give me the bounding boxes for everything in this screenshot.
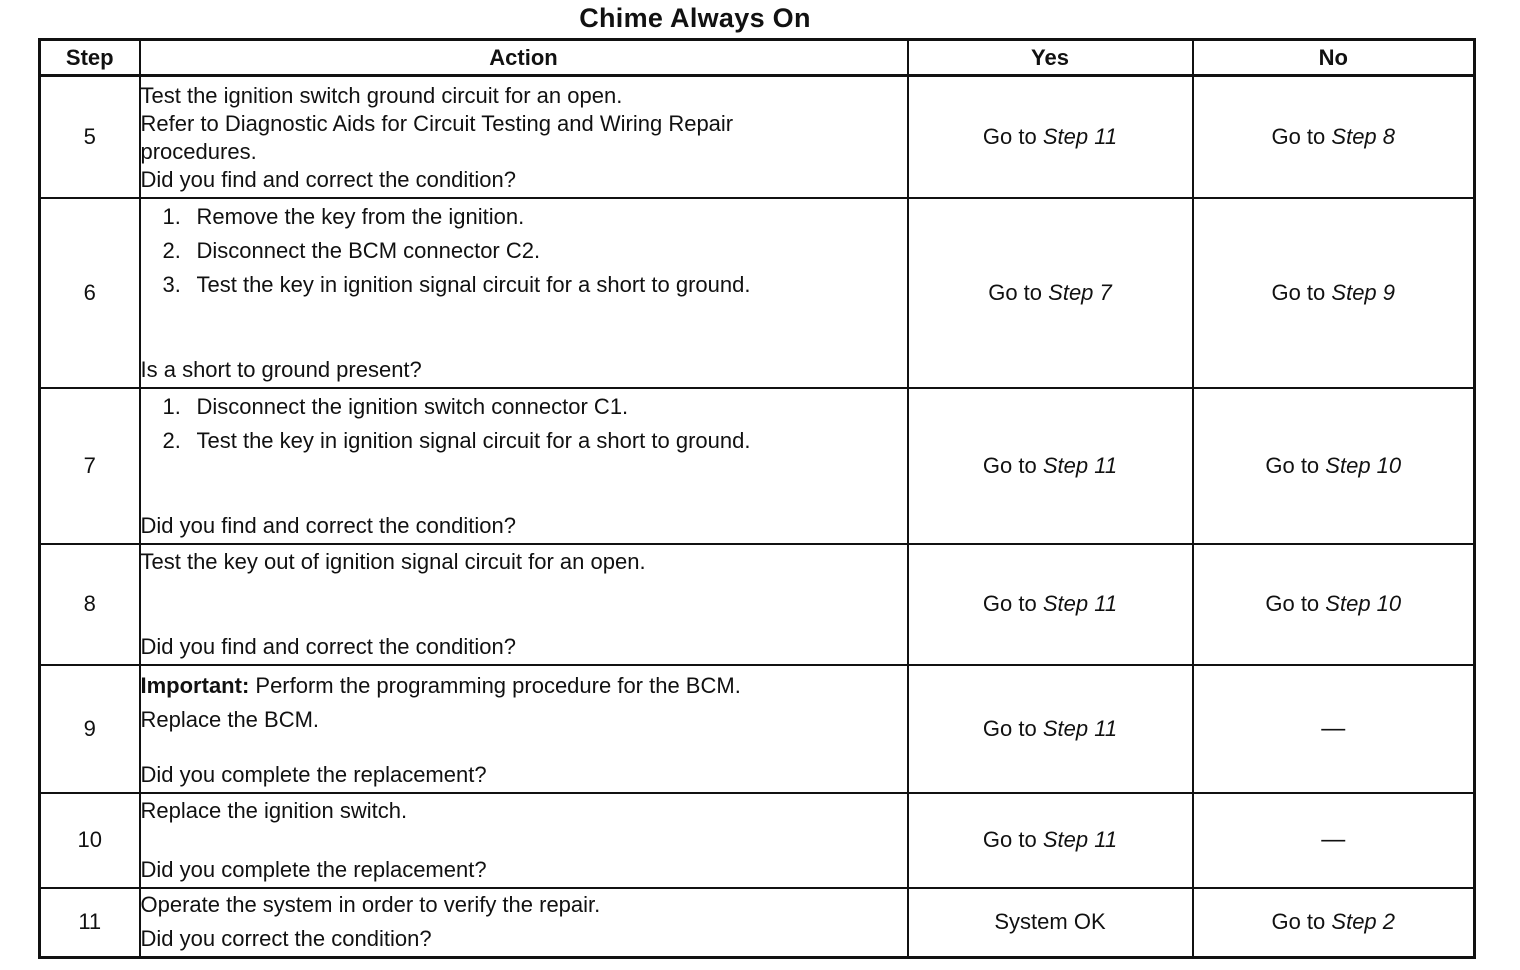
action-cell [140, 544, 908, 665]
yes-step-link: Step 11 [1042, 123, 1118, 149]
yes-result: System OK [994, 909, 1106, 935]
no-step-link: Step 2 [1331, 909, 1396, 935]
question-text: Did you find and correct the condition? [140, 166, 516, 192]
action-cell [140, 198, 908, 388]
table-row [40, 76, 1475, 198]
item-text: Remove the key from the ignition. [196, 203, 525, 229]
question-text: Is a short to ground present? [140, 356, 422, 382]
action-line: Replace the ignition switch. [140, 797, 408, 823]
action-line: Replace the BCM. [140, 706, 320, 732]
action-line: Operate the system in order to verify the repair. [140, 892, 601, 918]
table-row [40, 665, 1475, 793]
yes-cell [908, 888, 1193, 958]
no-dash: — [1321, 714, 1346, 742]
no-cell [1193, 793, 1475, 888]
no-cell [1193, 388, 1475, 544]
action-line: Refer to Diagnostic Aids for Circuit Testing and Wiring Repair procedures. [140, 110, 734, 164]
step-number: 10 [40, 793, 140, 888]
question-text: Did you complete the replacement? [140, 761, 487, 787]
numbered-item [141, 390, 907, 424]
yes-step-link: Step 11 [1042, 452, 1118, 478]
step-number: 8 [40, 544, 140, 665]
numbered-item [141, 234, 907, 268]
important-text: Perform the programming procedure for the BCM. [255, 672, 741, 698]
yes-prefix: Go to [982, 827, 1037, 852]
no-cell [1193, 76, 1475, 198]
no-dash: — [1321, 826, 1346, 853]
header-step: Step [40, 40, 140, 76]
page-title: Chime Always On [579, 3, 811, 33]
no-step-link: Step 9 [1331, 279, 1396, 305]
header-action: Action [140, 40, 908, 76]
important-note [141, 667, 907, 703]
no-cell [1193, 544, 1475, 665]
question-text: Did you correct the condition? [140, 926, 432, 952]
yes-cell [908, 793, 1193, 888]
yes-step-link: Step 11 [1042, 715, 1118, 741]
no-cell [1193, 198, 1475, 388]
yes-prefix: Go to [982, 715, 1037, 741]
step-number: 7 [40, 388, 140, 544]
no-prefix: Go to [1265, 591, 1320, 616]
numbered-item [141, 200, 907, 234]
yes-cell [908, 198, 1193, 388]
no-cell [1193, 888, 1475, 958]
no-prefix: Go to [1271, 909, 1326, 935]
item-number: 1. [162, 203, 181, 229]
yes-cell [908, 388, 1193, 544]
yes-prefix: Go to [982, 123, 1037, 149]
yes-cell [908, 665, 1193, 793]
item-text: Test the key in ignition signal circuit for a short to ground. [196, 271, 751, 297]
item-number: 2. [162, 237, 181, 263]
action-cell [140, 388, 908, 544]
yes-prefix: Go to [988, 279, 1043, 305]
no-prefix: Go to [1265, 452, 1320, 478]
step-number: 5 [40, 76, 140, 198]
action-cell [140, 793, 908, 888]
action-cell [140, 888, 908, 958]
diagnostic-table [38, 38, 1476, 959]
no-prefix: Go to [1271, 279, 1326, 305]
no-prefix: Go to [1271, 123, 1326, 149]
numbered-item [141, 268, 907, 302]
item-number: 2. [162, 427, 181, 453]
table-row [40, 793, 1475, 888]
question-text: Did you find and correct the condition? [140, 512, 516, 538]
question-text: Did you complete the replacement? [140, 856, 487, 882]
item-text: Disconnect the BCM connector C2. [196, 237, 541, 263]
numbered-item [141, 424, 907, 458]
table-row [40, 198, 1475, 388]
action-line: Test the key out of ignition signal circuit for an open. [140, 548, 646, 574]
action-cell [140, 76, 908, 198]
yes-prefix: Go to [982, 452, 1037, 478]
table-row [40, 888, 1475, 958]
item-text: Disconnect the ignition switch connector C1. [196, 393, 629, 419]
step-number: 11 [40, 888, 140, 958]
yes-step-link: Step 7 [1048, 279, 1112, 305]
yes-step-link: Step 11 [1042, 591, 1118, 616]
header-no: No [1193, 40, 1475, 76]
table-row [40, 544, 1475, 665]
yes-cell [908, 544, 1193, 665]
important-label: Important: [140, 672, 250, 698]
no-step-link: Step 10 [1325, 591, 1402, 616]
item-text: Test the key in ignition signal circuit for a short to ground. [196, 427, 751, 453]
item-number: 3. [162, 271, 181, 297]
no-step-link: Step 10 [1325, 452, 1402, 478]
step-number: 9 [40, 665, 140, 793]
yes-cell [908, 76, 1193, 198]
table-row [40, 388, 1475, 544]
no-cell [1193, 665, 1475, 793]
action-line: Test the ignition switch ground circuit for an open. [140, 82, 623, 108]
item-number: 1. [162, 393, 181, 419]
no-step-link: Step 8 [1331, 123, 1396, 149]
header-yes: Yes [908, 40, 1193, 76]
step-number: 6 [40, 198, 140, 388]
question-text: Did you find and correct the condition? [140, 633, 516, 659]
yes-prefix: Go to [982, 591, 1037, 616]
yes-step-link: Step 11 [1042, 827, 1118, 852]
table-header-row [40, 40, 1475, 76]
action-cell [140, 665, 908, 793]
